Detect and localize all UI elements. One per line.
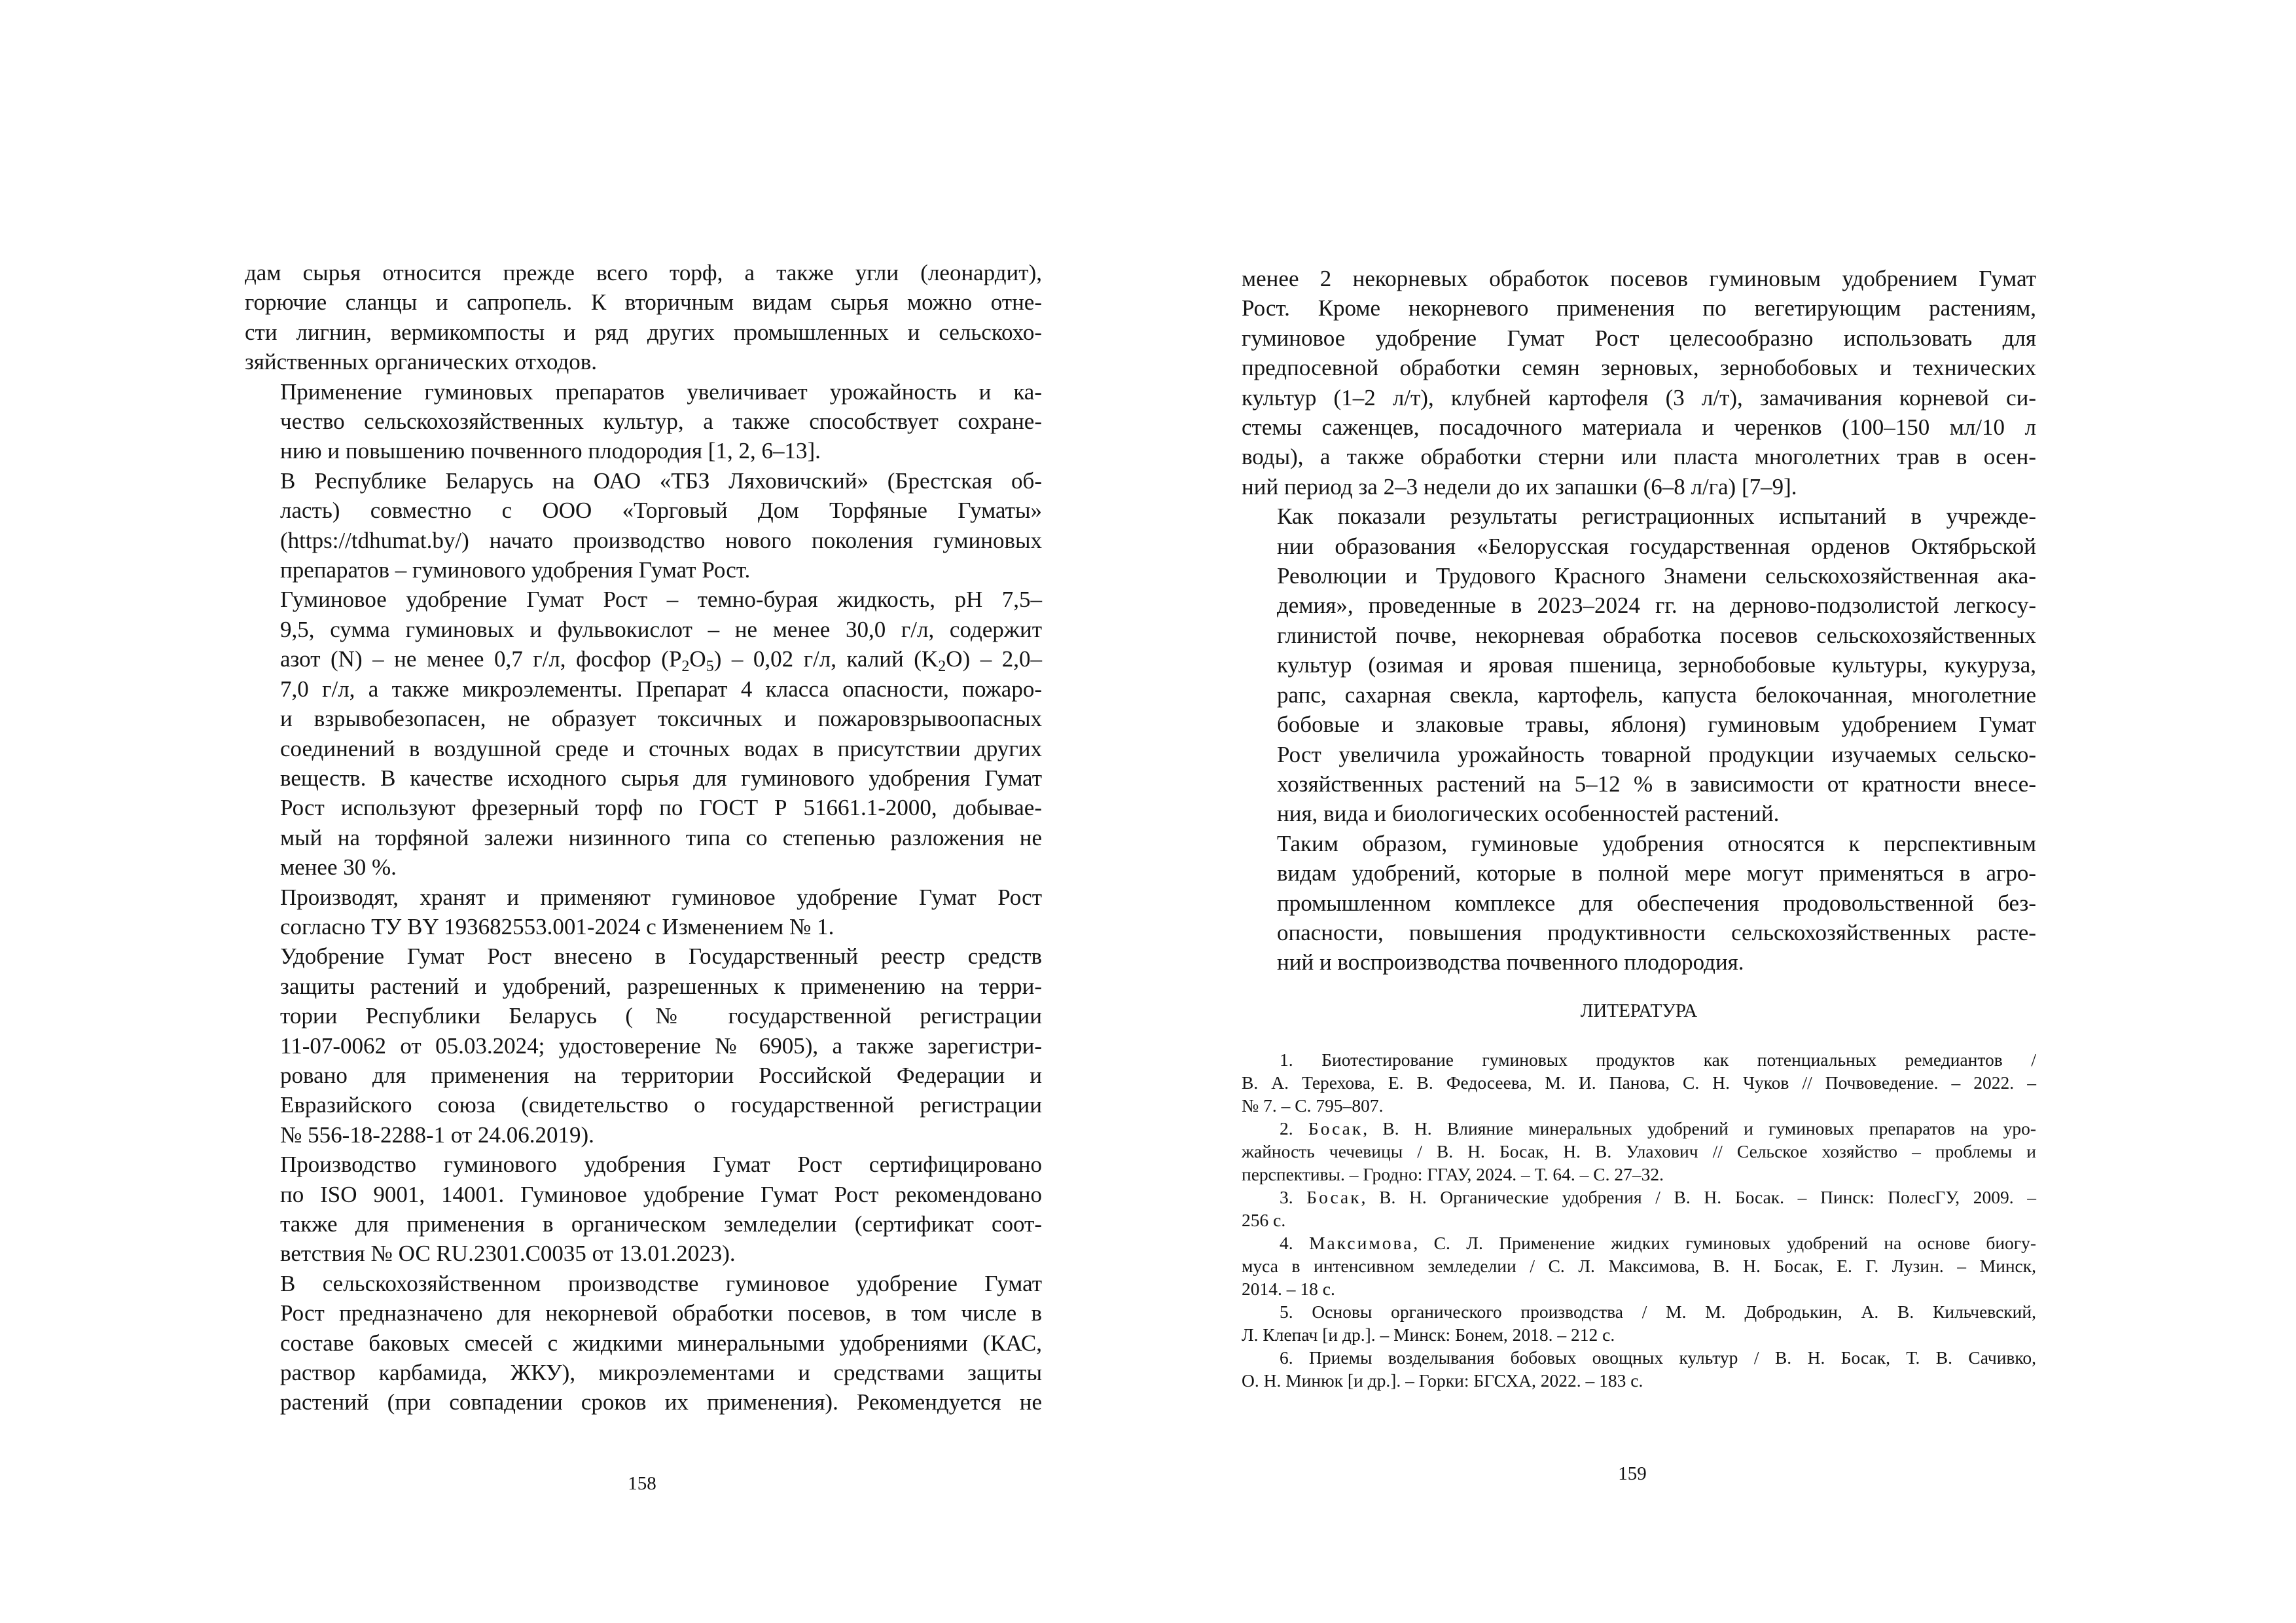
reference-number: 4. bbox=[1280, 1233, 1293, 1253]
text-line: № 7. – С. 795–807. bbox=[1242, 1095, 1384, 1116]
text-line: тории Республики Беларусь (№ государственной регистрации bbox=[280, 1003, 1042, 1029]
text-line: предпосевной обработки семян зерновых, зернобобовых и технических bbox=[1242, 355, 2036, 381]
text-line: 11-07-0062 от 05.03.2024; удостоверение № 6905), а также зарегистри- bbox=[280, 1032, 1042, 1059]
text-line: В сельскохозяйственном производстве гуминовое удобрение Гумат bbox=[280, 1270, 1042, 1296]
text-line: бобовые и злаковые травы, яблоня) гуминовым удобрением Гумат bbox=[1277, 712, 2036, 738]
reference-author: Босак bbox=[1306, 1187, 1361, 1207]
reference-number: 2. bbox=[1280, 1118, 1293, 1139]
text-line: Таким образом, гуминовые удобрения относятся к перспективным bbox=[1277, 830, 2036, 856]
text-line: Рост используют фрезерный торф по ГОСТ Р 51661.1-2000, добывае- bbox=[280, 795, 1042, 821]
reference-item bbox=[1242, 1300, 2036, 1346]
reference-author: Босак bbox=[1308, 1118, 1363, 1139]
reference-item bbox=[1242, 1186, 2036, 1231]
text-line: Рост. Кроме некорневого применения по вегетирующим растениям, bbox=[1242, 295, 2036, 321]
text-line: В Республике Беларусь на ОАО «ТБЗ Ляховичский» (Брестская об- bbox=[280, 467, 1042, 494]
text-line: глинистой почве, некорневая обработка посевов сельскохозяйственных bbox=[1277, 622, 2036, 648]
text-line: 4. Максимова, С. Л. Применение жидких гуминовых удобрений на основе биогу- bbox=[1280, 1233, 2036, 1253]
text-line: гуминовое удобрение Гумат Рост целесообразно использовать для bbox=[1242, 325, 2036, 351]
text-line: Революции и Трудового Красного Знамени сельскохозяйственная ака- bbox=[1277, 563, 2036, 589]
text-line: 9,5, сумма гуминовых и фульвокислот – не менее 30,0 г/л, содержит bbox=[280, 616, 1042, 642]
text-line: ровано для применения на территории Российской Федерации и bbox=[280, 1062, 1042, 1088]
paragraph bbox=[245, 466, 1042, 585]
text-line: препаратов – гуминового удобрения Гумат Рост. bbox=[280, 557, 751, 583]
text-line: и взрывобезопасен, не образует токсичных и пожаровзрывоопасных bbox=[280, 706, 1042, 732]
text-line: О. Н. Минюк [и др.]. – Горки: БГСХА, 2022. – 183 с. bbox=[1242, 1370, 1643, 1391]
text-line: культур (1–2 л/т), клубней картофеля (3 л/т), замачивания корневой си- bbox=[1242, 384, 2036, 410]
text-line: В. А. Терехова, Е. В. Федосеева, М. И. Панова, С. Н. Чуков // Почвоведение. – 2022. – bbox=[1242, 1072, 2036, 1093]
text-line: согласно ТУ BY 193682553.001-2024 с Изменением № 1. bbox=[280, 913, 834, 939]
text-line: Рост увеличила урожайность товарной продукции изучаемых сельско- bbox=[1277, 741, 2036, 767]
text-line: горючие сланцы и сапропель. К вторичным видам сырья можно отне- bbox=[245, 289, 1042, 316]
text-line: соединений в воздушной среде и сточных водах в присутствии других bbox=[280, 735, 1042, 761]
text-line: видам удобрений, которые в полной мере могут применяться в агро- bbox=[1277, 860, 2036, 886]
text-line: муса в интенсивном земледелии / С. Л. Максимова, В. Н. Босак, Е. Г. Лузин. – Минск, bbox=[1242, 1256, 2036, 1276]
paragraph bbox=[245, 1150, 1042, 1269]
text-line: также для применения в органическом земледелии (сертификат соот- bbox=[280, 1211, 1042, 1237]
text-line: (https://tdhumat.by/) начато производство нового поколения гуминовых bbox=[280, 527, 1042, 553]
text-line: 256 с. bbox=[1242, 1210, 1286, 1230]
text-line: мый на торфяной залежи низинного типа со степенью разложения не bbox=[280, 824, 1042, 850]
text-line: дам сырья относится прежде всего торф, а также угли (леонардит), bbox=[245, 260, 1042, 285]
text-line: 6. Приемы возделывания бобовых овощных культур / В. Н. Босак, Т. В. Сачивко, bbox=[1280, 1347, 2036, 1368]
text-line: Л. Клепач [и др.]. – Минск: Бонем, 2018. – 212 с. bbox=[1242, 1324, 1615, 1345]
text-line: 3. Босак, В. Н. Органические удобрения / В. Н. Босак. – Пинск: ПолесГУ, 2009. – bbox=[1280, 1187, 2036, 1207]
text-line: чество сельскохозяйственных культур, а также способствует сохране- bbox=[280, 409, 1042, 435]
left-page-body bbox=[245, 258, 1042, 1417]
text-line: составе баковых смесей с жидкими минеральными удобрениями (КАС, bbox=[280, 1330, 1042, 1356]
text-line: 2. Босак, В. Н. Влияние минеральных удобрений и гуминовых препаратов на уро- bbox=[1280, 1118, 2036, 1139]
paragraph bbox=[245, 1269, 1042, 1417]
text-line: ласть) совместно с ООО «Торговый Дом Торфяные Гуматы» bbox=[280, 498, 1042, 524]
text-line: ний и воспроизводства почвенного плодородия. bbox=[1277, 949, 1744, 976]
text-line: № 556-18-2288-1 от 24.06.2019). bbox=[280, 1122, 594, 1148]
text-line-formula: азот (N) – не менее 0,7 г/л, фосфор $(P_2O_5) - 0,02$ г/л, калий $(K_2O) - 2,0-$ bbox=[280, 646, 1042, 676]
text-line: воды), а также обработки стерни или пласта многолетних трав в осен- bbox=[1242, 444, 2036, 470]
text-line: веществ. В качестве исходного сырья для гуминового удобрения Гумат bbox=[280, 765, 1042, 791]
text-line: жайность чечевицы / В. Н. Босак, Н. В. Улахович // Сельское хозяйство – проблемы и bbox=[1242, 1141, 2036, 1161]
reference-number: 3. bbox=[1280, 1187, 1293, 1207]
text-line: 2014. – 18 с. bbox=[1242, 1279, 1335, 1299]
text-line: культур (озимая и яровая пшеница, зернобобовые культуры, кукуруза, bbox=[1277, 652, 2036, 678]
text-line: рапс, сахарная свекла, картофель, капуста белокочанная, многолетние bbox=[1277, 682, 2036, 708]
text-line: нии образования «Белорусская государственная орденов Октябрьской bbox=[1277, 533, 2036, 559]
reference-author: Максимова bbox=[1309, 1233, 1414, 1253]
text-line: раствор карбамида, ЖКУ), микроэлементами и средствами защиты bbox=[280, 1360, 1042, 1386]
text-line: Как показали результаты регистрационных испытаний в учрежде- bbox=[1277, 503, 2036, 530]
paragraph bbox=[1242, 501, 2036, 828]
paragraph bbox=[245, 941, 1042, 1150]
text-line: Удобрение Гумат Рост внесено в Государственный реестр средств bbox=[280, 943, 1042, 970]
text-line: опасности, повышения продуктивности сельскохозяйственных расте- bbox=[1277, 919, 2036, 945]
reference-list bbox=[1242, 1048, 2036, 1392]
paragraph bbox=[1242, 829, 2036, 977]
right-page bbox=[1148, 0, 2296, 1623]
page-number: 159 bbox=[1618, 1463, 1647, 1484]
text-line: 7,0 г/л, а также микроэлементы. Препарат 4 класса опасности, пожаро- bbox=[280, 676, 1042, 702]
text-line: стемы саженцев, посадочного материала и черенков (100–150 мл/10 л bbox=[1242, 414, 2036, 441]
text-line: ния, вида и биологических особенностей растений. bbox=[1277, 801, 1780, 827]
reference-item bbox=[1242, 1346, 2036, 1392]
text-line: Гуминовое удобрение Гумат Рост – темно-бурая жидкость, рН 7,5– bbox=[280, 587, 1042, 613]
text-line: Рост предназначено для некорневой обработки посевов, в том числе в bbox=[280, 1300, 1042, 1326]
text-line: Производство гуминового удобрения Гумат Рост сертифицировано bbox=[280, 1152, 1042, 1178]
reference-item bbox=[1242, 1117, 2036, 1186]
text-line: перспективы. – Гродно: ГГАУ, 2024. – Т. 64. – С. 27–32. bbox=[1242, 1164, 1664, 1184]
literature-heading: ЛИТЕРАТУРА bbox=[1580, 1000, 1698, 1021]
text-line: менее 30 %. bbox=[280, 854, 397, 881]
paragraph bbox=[245, 377, 1042, 466]
text-line: менее 2 некорневых обработок посевов гуминовым удобрением Гумат bbox=[1242, 266, 2036, 291]
text-line: зяйственных органических отходов. bbox=[245, 349, 598, 375]
text-line: хозяйственных растений на 5–12 % в зависимости от кратности внесе- bbox=[1277, 771, 2036, 797]
text-line: нию и повышению почвенного плодородия [1, 2, 6–13]. bbox=[280, 438, 821, 464]
paragraph bbox=[245, 585, 1042, 882]
reference-item bbox=[1242, 1231, 2036, 1300]
text-line: 1. Биотестирование гуминовых продуктов как потенциальных ремедиантов / bbox=[1280, 1049, 2036, 1070]
text-line: Евразийского союза (свидетельство о государственной регистрации bbox=[280, 1092, 1042, 1118]
paragraph bbox=[245, 883, 1042, 942]
text-line: ний период за 2–3 недели до их запашки (6–8 л/га) [7–9]. bbox=[1242, 473, 1797, 500]
text-line: демия», проведенные в 2023–2024 гг. на дерново-подзолистой легкосу- bbox=[1277, 593, 2036, 619]
paragraph bbox=[245, 258, 1042, 377]
text-line: защиты растений и удобрений, разрешенных к применению на терри- bbox=[280, 973, 1042, 999]
text-line: по ISO 9001, 14001. Гуминовое удобрение Гумат Рост рекомендовано bbox=[280, 1181, 1042, 1207]
text-line: ветствия № ОС RU.2301.С0035 от 13.01.2023). bbox=[280, 1241, 736, 1267]
page-number: 158 bbox=[628, 1473, 656, 1494]
reference-item bbox=[1242, 1048, 2036, 1117]
text-line: сти лигнин, вермикомпосты и ряд других промышленных и сельскохо- bbox=[245, 319, 1042, 345]
text-line: Применение гуминовых препаратов увеличивает урожайность и ка- bbox=[280, 378, 1042, 405]
text-line: растений (при совпадении сроков их применения). Рекомендуется не bbox=[280, 1389, 1042, 1415]
paragraph bbox=[1242, 264, 2036, 501]
right-page-body bbox=[1242, 264, 2036, 977]
text-line: промышленном комплексе для обеспечения продовольственной без- bbox=[1277, 890, 2036, 916]
text-line: Производят, хранят и применяют гуминовое удобрение Гумат Рост bbox=[280, 884, 1042, 910]
text-line: 5. Основы органического производства / М. М. Добродькин, А. В. Кильчевский, bbox=[1280, 1302, 2036, 1322]
